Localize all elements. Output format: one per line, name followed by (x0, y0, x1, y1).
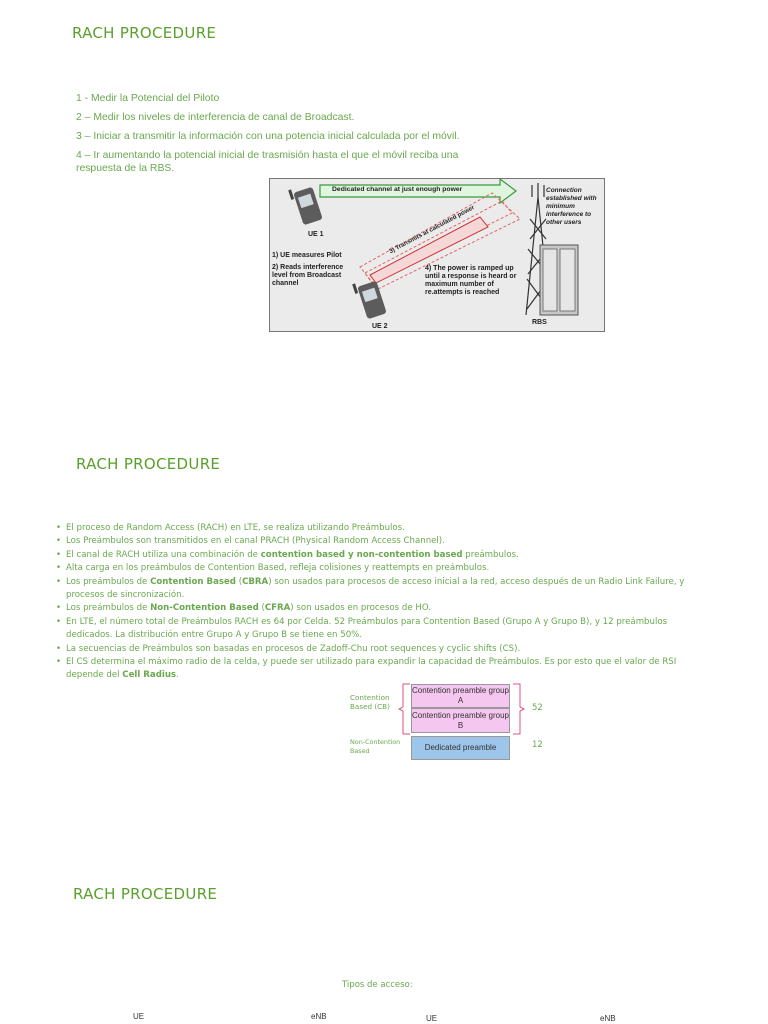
group-a-box: Contention preamble group A (411, 684, 510, 708)
list-item: • El CS determina el máximo radio de la celda, y puede ser utilizado para expandir la capacidad de Preámbulos. Es por esto que el valor de RSI depende del Cell Radius. (56, 656, 706, 683)
node-enb-2: eNB (600, 1014, 616, 1023)
list-item: 2 – Medir los niveles de interferencia de canal de Broadcast. (76, 112, 355, 123)
rach-figure (269, 178, 605, 332)
list-item: • El proceso de Random Access (RACH) en LTE, se realiza utilizando Preámbulos. (56, 522, 706, 535)
rach-steps-list (76, 92, 506, 181)
rbs-label: RBS (532, 319, 547, 326)
cb-bracket (398, 682, 412, 736)
ncb-count: 12 (532, 740, 543, 750)
list-item: 3 – Iniciar a transmitir la información con una potencia inicial calculada por el móvil. (76, 131, 460, 142)
ramp-label: 4) The power is ramped up until a response is heard or maximum number of re.attempts is reached (425, 265, 517, 296)
access-types-label: Tipos de acceso: (342, 980, 413, 990)
list-item: 1 - Medir la Potencial del Piloto (76, 93, 220, 104)
node-enb-1: eNB (311, 1012, 327, 1021)
cb-count: 52 (532, 703, 543, 713)
list-item: • Los Preámbulos son transmitidos en el canal PRACH (Physical Random Access Channel). (56, 535, 706, 548)
list-item: • El canal de RACH utiliza una combinación de contention based y non-contention based preámbulos. (56, 549, 706, 562)
connection-label: Connection established with minimum interference to other users (546, 187, 597, 226)
section2-title: RACH PROCEDURE (76, 455, 221, 473)
group-b-box: Contention preamble group B (411, 708, 510, 733)
ue1-label: UE 1 (308, 231, 324, 238)
cb-label: Contention Based (CB) (350, 693, 390, 711)
list-item: • En LTE, el número total de Preámbulos RACH es 64 por Celda. 52 Preámbulos para Contention Based (Grupo A y Grupo B), y 12 preámbulos dedicados. La distribución entre Grupo A y Grupo B se tiene en 50%. (56, 616, 706, 643)
ncb-label: Non-Contention Based (350, 738, 401, 755)
list-item: 4 – Ir aumentando la potencial inicial de trasmisión hasta el que el móvil reciba una respuesta de la RBS. (76, 150, 459, 174)
transmit-label: 3) Transmits at calculated power (388, 204, 476, 256)
ue2-label: UE 2 (372, 323, 388, 330)
step-interference-label: 2) Reads interference level from Broadcast channel (272, 264, 344, 287)
list-item: • La secuencias de Preámbulos son basadas en procesos de Zadoff-Chu root sequences y cyclic shifts (CS). (56, 643, 706, 656)
count-bracket (512, 682, 526, 736)
list-item: • Alta carga en los preámbulos de Contention Based, refleja colisiones y reattempts en preámbulos. (56, 562, 706, 575)
rbs-cabinet-icon (540, 245, 578, 315)
list-item: • Los preámbulos de Non-Contention Based (CFRA) son usados en procesos de HO. (56, 602, 706, 615)
step-measure-pilot-label: 1) UE measures Pilot (272, 252, 342, 259)
section1-title: RACH PROCEDURE (72, 24, 217, 42)
node-ue-2: UE (426, 1014, 438, 1023)
node-ue-1: UE (133, 1012, 145, 1021)
rach-bullets-list (56, 522, 706, 683)
dedicated-preamble-box: Dedicated preamble (411, 736, 510, 760)
dedicated-channel-label: Dedicated channel at just enough power (332, 186, 463, 193)
list-item: • Los preámbulos de Contention Based (CBRA) son usados para procesos de acceso inicial a la red, acceso después de un Radio Link Failure, y procesos de sincronización. (56, 576, 706, 603)
ue1-phone-icon (288, 187, 323, 226)
section3-title: RACH PROCEDURE (73, 885, 218, 903)
